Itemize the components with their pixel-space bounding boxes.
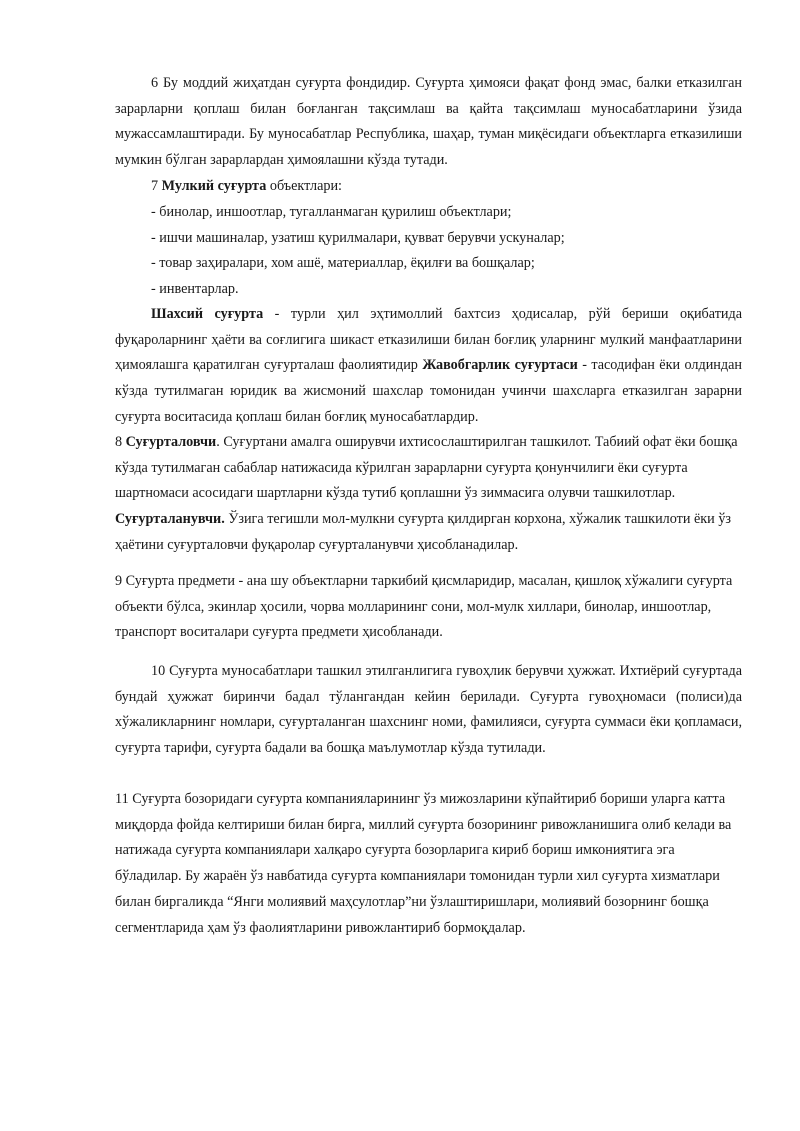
paragraph-personal-insurance bbox=[115, 302, 742, 431]
property-insurance-term: Мулкий суғурта bbox=[161, 178, 267, 194]
liability-insurance-text: - тасодифан ёки олдиндан кўзда тутилмаган юридик ва жисмоний шахслар томонидан учинчи шахсларга етказилган зарарни суғурта воситасида қоплаш билан боғлиқ муносабатлардир. bbox=[115, 357, 742, 425]
list-item: - инвентарлар. bbox=[151, 281, 239, 298]
paragraph-10: 10 Суғурта муносабатлари ташкил этилганлигига гувоҳлик берувчи ҳужжат. Ихтиёрий суғуртада бундай ҳужжат биринчи бадал тўлангандан кейин берилади. Суғурта гувоҳномаси (полиси)да хўжаликларнинг номлари, суғурталанган шахснинг номи, фамилияси, суғурта суммаси ёки қопламаси, суғурта тарифи, суғурта бадали ва бошқа маълумотлар кўзда тутилади. bbox=[115, 663, 742, 757]
insurer-term: Суғурталовчи bbox=[125, 434, 217, 450]
paragraph-8-number: 8 bbox=[115, 434, 126, 450]
paragraph-6: 6 Бу моддий жиҳатдан суғурта фондидир. Суғурта ҳимояси фақат фонд эмас, балки етказилган зарарларни қоплаш билан боғланган тақсимлаш ва қайта тақсимлаш муносабатларини ўзида мужассамлаштиради. Бу муносабатлар Республика, шаҳар, туман миқёсидаги объектларга етказилиши мумкин бўлган зарарлардан ҳимоялашни кўзда тутади. bbox=[115, 75, 742, 169]
paragraph-7 bbox=[115, 174, 742, 200]
paragraph-7-number: 7 bbox=[151, 178, 162, 194]
list-item: - ишчи машиналар, узатиш қурилмалари, қувват берувчи ускуналар; bbox=[151, 229, 565, 246]
liability-insurance-term: Жавобгарлик суғуртаси bbox=[422, 357, 578, 374]
paragraph-9: 9 Суғурта предмети - ана шу объектларни таркибий қисмларидир, масалан, қишлоқ хўжалиги суғурта объекти бўлса, экинлар ҳосили, чорва молларининг сони, мол-мулк хиллари, бинолар, иншоотлар, транспорт воситалари суғурта предмети ҳисобланади. bbox=[115, 573, 733, 641]
list-item: - бинолар, иншоотлар, тугалланмаган қурилиш объектлари; bbox=[151, 204, 512, 220]
objects-list bbox=[115, 200, 742, 303]
personal-insurance-text: - турли ҳил эҳтимоллий бахтсиз ҳодисалар, рўй бериши оқибатида фуқароларнинг ҳаёти ва соғлигига шикаст етказилиши билан боғлиқ уларнинг мулкий манфаатларини ҳимоялашга қаратилган суғурталаш фаолиятидир bbox=[115, 306, 742, 374]
insurer-text: . Суғуртани амалга оширувчи ихтисослаштирилган ташкилот. Табиий офат ёки бошқа кўзда тутилмаган сабаблар натижасида кўрилган зарарларни суғурта қонунчилиги ёки суғурта шартномаси асосидаги шартларни кўзда тутиб қоплашни ўз зиммасига олувчи ташкилотлар. bbox=[115, 434, 738, 502]
personal-insurance-term: Шахсий суғурта bbox=[151, 306, 264, 322]
insured-term: Суғурталанувчи. bbox=[115, 511, 225, 528]
list-item: - товар заҳиралари, хом ашё, материаллар, ёқилғи ва бошқалар; bbox=[151, 255, 535, 272]
insured-text: Ўзига тегишли мол-мулкни суғурта қилдирган корхона, хўжалик ташкилоти ёки ўз ҳаётини суғурталовчи фуқаролар суғурталанувчи ҳисобланадилар. bbox=[115, 511, 732, 553]
paragraph-11: 11 Суғурта бозоридаги суғурта компанияларининг ўз мижозларини кўпайтириб бориши уларга катта миқдорда фойда келтириши билан бирга, миллий суғурта бозорининг ривожланишига олиб келади ва натижада суғурта компаниялари халқаро суғурта бозорларига кириб бориш имкониятига эга бўладилар. Бу жараён ўз навбатида суғурта компаниялари томонидан турли хил суғурта хизматлари билан биргаликда “Янги молиявий маҳсулотлар”ни ўзлаштиришлари, молиявий бозорнинг бошқа сегментларида ҳам ўз фаолиятларини ривожлантириб бормоқдалар. bbox=[115, 791, 732, 936]
paragraph-8 bbox=[115, 430, 742, 559]
paragraph-7-text: объектлари: bbox=[266, 178, 342, 194]
